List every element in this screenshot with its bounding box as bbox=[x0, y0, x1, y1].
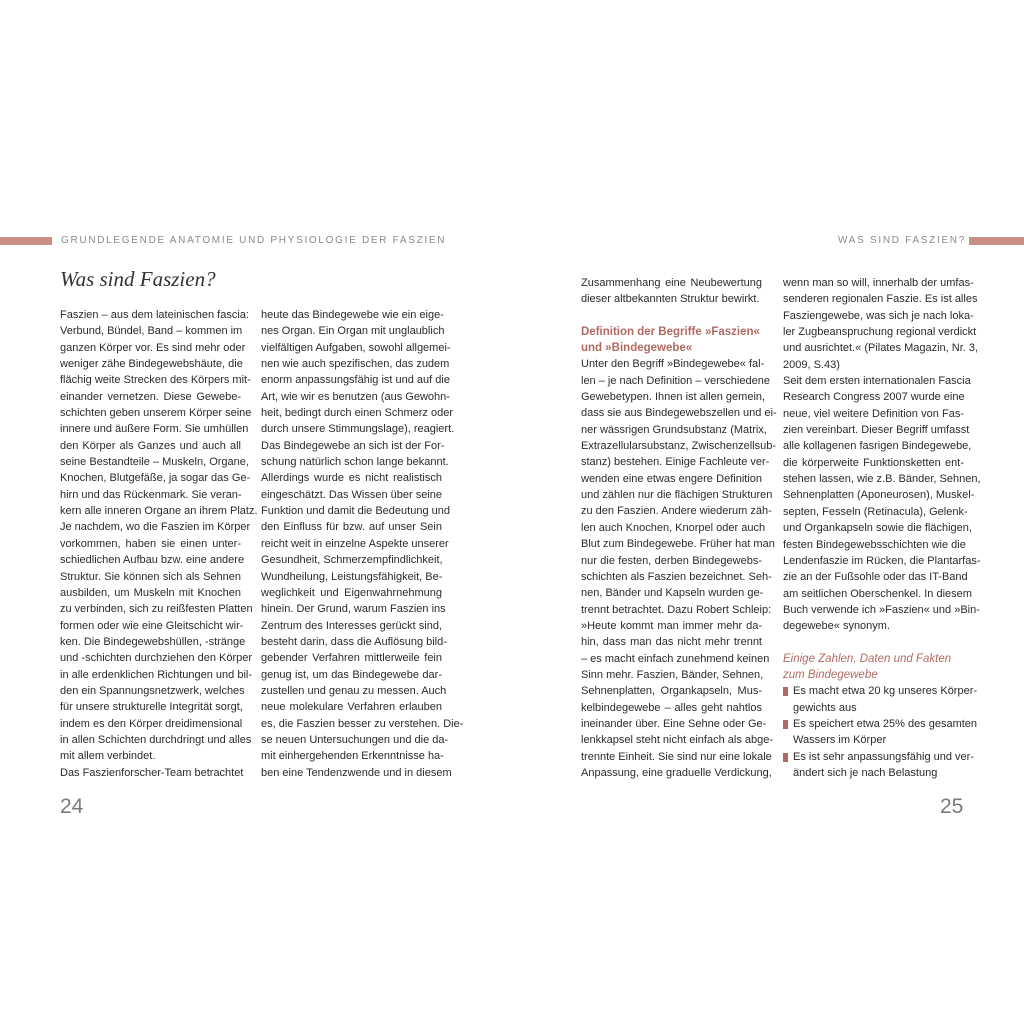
text-line: Je nachdem, wo die Faszien im Körper bbox=[60, 521, 251, 534]
text-column-2 bbox=[261, 307, 464, 781]
text-line: den ein Spannungsnetzwerk, welches bbox=[60, 684, 245, 697]
text-line: den Einfluss für bzw. auf unser Sein bbox=[261, 521, 442, 534]
text-line: gebender Verfahren mittlerweile fein bbox=[261, 652, 442, 665]
text-line: Struktur. Sie können sich als Sehnen bbox=[60, 570, 241, 583]
text-line: stehen lassen, wie z.B. Bänder, Sehnen, bbox=[783, 473, 981, 486]
bullet-continuation bbox=[783, 700, 964, 716]
text-line: Art, wie wir es benutzen (aus Gewohn- bbox=[261, 390, 450, 403]
text-line: reicht weit in einzelne Aspekte unserer bbox=[261, 537, 449, 550]
text-line: schung natürlich schon lange bekannt. bbox=[261, 456, 449, 469]
text-line: senderen regionalen Faszie. Es ist alles bbox=[783, 293, 978, 306]
text-line: formen oder wie eine Gleitschicht wir- bbox=[60, 619, 244, 632]
text-line: Definition der Begriffe »Faszien« bbox=[581, 325, 760, 338]
text-line: weglichkeit und Eigenwahrnehmung bbox=[261, 586, 442, 599]
text-line: nen, Bänder und Kapseln wurden ge- bbox=[581, 587, 764, 600]
text-line: degewebe« synonym. bbox=[783, 620, 891, 633]
text-line: mit allem verbindet. bbox=[60, 750, 156, 763]
text-line: für unsere strukturelle Integrität sorgt, bbox=[60, 701, 243, 714]
page-title: Was sind Faszien? bbox=[60, 267, 216, 291]
text-line: den Körper als Ganzes und auch all bbox=[60, 439, 241, 452]
text-line: Extrazellularsubstanz, Zwischenzellsub- bbox=[581, 440, 777, 453]
bullet-square-icon bbox=[783, 720, 788, 729]
text-line: ken. Die Bindegewebshüllen, -stränge bbox=[60, 635, 246, 648]
text-line: ganzen Körper vor. Es sind mehr oder bbox=[60, 341, 246, 354]
text-line: enorm anpassungsfähig ist und auf die bbox=[261, 374, 450, 387]
text-line: hin, dass man das nicht mehr trennt bbox=[581, 636, 762, 649]
text-line: len auch Knochen, Knorpel oder auch bbox=[581, 521, 766, 534]
bullet-text: Wassers im Körper bbox=[793, 734, 887, 747]
text-line: zu den Faszien. Andere wiederum zäh- bbox=[581, 505, 772, 518]
text-line: und ausrichtet.« (Pilates Magazin, Nr. 3, bbox=[783, 342, 979, 355]
text-line: stanz) bestehen. Einige Fachleute ver- bbox=[581, 456, 770, 469]
text-line: ineinander über. Eine Sehne oder Ge- bbox=[581, 717, 767, 730]
text-line: Gesundheit, Schmerzempfindlichkeit, bbox=[261, 554, 443, 567]
text-line: Funktion und damit die Bedeutung und bbox=[261, 505, 450, 518]
text-line: in alle erdenklichen Richtungen und bil- bbox=[60, 668, 253, 681]
text-line: Unter den Begriff »Bindegewebe« fal- bbox=[581, 358, 765, 371]
text-line: Zusammenhang eine Neubewertung bbox=[581, 277, 762, 289]
text-line: Allerdings wurde es nicht realistisch bbox=[261, 472, 442, 485]
bullet-item bbox=[783, 683, 978, 699]
text-line: septen, Fesseln (Retinacula), Gelenk- bbox=[783, 505, 968, 518]
text-line: neue molekulare Verfahren erlauben bbox=[261, 701, 442, 714]
bullet-text: Es ist sehr anpassungsfähig und ver- bbox=[793, 750, 974, 763]
bullet-text: Es macht etwa 20 kg unseres Körper- bbox=[793, 685, 978, 698]
text-line: seine Bestandteile – Muskeln, Organe, bbox=[60, 456, 249, 469]
text-line: kern alle inneren Organe an ihrem Platz. bbox=[60, 505, 258, 518]
text-column-4 bbox=[783, 275, 981, 781]
text-line: Gewebetypen. Ihnen ist allen gemein, bbox=[581, 391, 766, 404]
text-line: festen Bindegewebsschichten wie die bbox=[783, 538, 966, 551]
text-line: wenden eine etwas engere Definition bbox=[581, 472, 762, 485]
text-line: heit, bedingt durch einen Schmerz oder bbox=[261, 407, 454, 420]
bullet-continuation bbox=[783, 732, 964, 748]
bullet-item bbox=[783, 716, 978, 732]
text-line: und Organkapseln sowie die flächigen, bbox=[783, 522, 972, 535]
text-line: am seitlichen Oberschenkel. In diesem bbox=[783, 587, 972, 600]
text-line: genug ist, um das Bindegewebe dar- bbox=[261, 668, 442, 681]
bullet-item bbox=[783, 749, 974, 765]
bullet-text: gewichts aus bbox=[793, 701, 857, 714]
text-line: lenkkapsel steht nicht einfach als abge- bbox=[581, 734, 774, 747]
text-line: ner wässrigen Grundsubstanz (Matrix, bbox=[581, 423, 767, 436]
text-column-3 bbox=[581, 275, 777, 781]
text-line: vielfältigen Aufgaben, sowohl allgemei- bbox=[261, 341, 451, 354]
text-line: die körperweite Funktionsketten ent- bbox=[783, 456, 964, 469]
text-line: schiedlichen Aufbau bzw. eine andere bbox=[60, 554, 245, 567]
text-line: einander vernetzen. Diese Gewebe- bbox=[60, 390, 241, 403]
text-line: zien vereinbart. Dieser Begriff umfasst bbox=[783, 424, 970, 437]
text-line: Fasziengewebe, was sich je nach loka- bbox=[783, 309, 974, 322]
text-line: ausbilden, um Muskeln mit Knochen bbox=[60, 586, 241, 599]
paragraph-gap bbox=[783, 635, 964, 651]
text-line: indem es den Körper dreidimensional bbox=[60, 717, 243, 730]
text-line: nen wie auch spezifischen, das zudem bbox=[261, 358, 450, 371]
text-line: ler Zugbeanspruchung regional verdickt bbox=[783, 326, 977, 339]
text-line: zum Bindegewebe bbox=[783, 668, 878, 681]
bullet-text: ändert sich je nach Belastung bbox=[793, 766, 938, 779]
page-number-right: 25 bbox=[940, 795, 964, 818]
text-line: dass sie aus Bindegewebszellen und ei- bbox=[581, 407, 777, 420]
paragraph-gap bbox=[581, 308, 762, 324]
text-line: »Heute kommt man immer mehr da- bbox=[581, 619, 762, 632]
text-line: zie an der Fußsohle oder das IT-Band bbox=[783, 571, 968, 584]
text-line: trennte Einheit. Sie sind nur eine lokale bbox=[581, 750, 772, 763]
text-line: zustellen und genau zu messen. Auch bbox=[261, 684, 447, 697]
text-line: Buch verwende ich »Faszien« und »Bin- bbox=[783, 603, 980, 616]
text-line: durch unsere Stimmungslage), reagiert. bbox=[261, 423, 455, 436]
text-line: und zählen nur die flächigen Strukturen bbox=[581, 489, 773, 502]
text-line: weniger zähe Bindegewebshäute, die bbox=[60, 358, 243, 371]
bullet-text: Es speichert etwa 25% des gesamten bbox=[793, 717, 978, 730]
text-line: alle kollagenen fasrigen Bindegewebe, bbox=[783, 440, 972, 453]
text-line: Sinn mehr. Faszien, Bänder, Sehnen, bbox=[581, 668, 764, 681]
text-line: Faszien – aus dem lateinischen fascia: bbox=[60, 309, 249, 321]
text-line: Verbund, Bündel, Band – kommen im bbox=[60, 325, 243, 338]
text-line: heute das Bindegewebe wie ein eige- bbox=[261, 309, 444, 321]
text-line: wenn man so will, innerhalb der umfas- bbox=[783, 277, 974, 289]
text-line: Sehnenplatten (Aponeurosen), Muskel- bbox=[783, 489, 975, 502]
text-line: eingeschätzt. Das Wissen über seine bbox=[261, 488, 442, 501]
text-line: hinein. Der Grund, warum Faszien ins bbox=[261, 603, 446, 616]
text-line: und -schichten durchziehen den Körper bbox=[60, 652, 253, 665]
text-line: flächig weite Strecken des Körpers mit- bbox=[60, 374, 251, 387]
text-line: Knochen, Blutgefäße, ja sogar das Ge- bbox=[60, 472, 251, 485]
text-line: Sehnenplatten, Organkapseln, Mus- bbox=[581, 685, 762, 698]
text-line: neue, viel weitere Definition von Fas- bbox=[783, 407, 964, 420]
text-line: se neuen Untersuchungen und die da- bbox=[261, 733, 449, 746]
text-line: innere und äußere Form. Sie umhüllen bbox=[60, 423, 249, 436]
text-line: und »Bindegewebe« bbox=[581, 342, 693, 355]
text-line: Seit dem ersten internationalen Fascia bbox=[783, 375, 971, 388]
text-line: – es macht einfach zunehmend keinen bbox=[581, 652, 770, 665]
text-line: zu verbinden, sich zu reißfesten Platten bbox=[60, 603, 253, 616]
text-line: Research Congress 2007 wurde eine bbox=[783, 391, 965, 404]
text-line: 2009, S.43) bbox=[783, 358, 840, 371]
text-line: hirn und das Rückenmark. Sie veran- bbox=[60, 488, 242, 501]
text-column-1 bbox=[60, 307, 258, 781]
bullet-square-icon bbox=[783, 753, 788, 762]
text-line: Blut zum Bindegewebe. Früher hat man bbox=[581, 538, 775, 551]
text-line: trennt betrachtet. Dazu Robert Schleip: bbox=[581, 603, 772, 616]
text-line: nur die festen, derben Bindegewebs- bbox=[581, 554, 762, 567]
text-line: Zentrum des Interesses gerückt sind, bbox=[261, 619, 442, 632]
left-accent-bar bbox=[0, 237, 52, 245]
text-line: Einige Zahlen, Daten und Fakten bbox=[783, 652, 952, 665]
text-line: nes Organ. Ein Organ mit unglaublich bbox=[261, 325, 445, 338]
bullet-square-icon bbox=[783, 687, 788, 696]
right-accent-bar bbox=[969, 237, 1024, 245]
text-line: es, die Faszien besser zu verstehen. Die- bbox=[261, 717, 464, 730]
text-line: kelbindegewebe – alles geht nahtlos bbox=[581, 701, 762, 714]
left-running-head: GRUNDLEGENDE ANATOMIE UND PHYSIOLOGIE DER FASZIEN bbox=[61, 235, 447, 246]
text-line: schichten als Faszien bezeichnet. Seh- bbox=[581, 570, 772, 583]
text-line: besteht darin, dass die Auflösung bild- bbox=[261, 635, 447, 648]
text-line: Anpassung, eine graduelle Verdickung, bbox=[581, 766, 772, 779]
text-line: Das Bindegewebe an sich ist der For- bbox=[261, 439, 445, 452]
text-line: Das Faszienforscher-Team betrachtet bbox=[60, 766, 244, 779]
text-line: in allen Schichten durchdringt und alles bbox=[60, 733, 252, 746]
text-line: mit einhergehenden Erkenntnisse ha- bbox=[261, 750, 444, 763]
text-line: vorkommen, haben sie einen unter- bbox=[60, 537, 241, 550]
text-line: ben eine Tendenzwende und in diesem bbox=[261, 766, 452, 779]
text-line: dieser altbekannten Struktur bewirkt. bbox=[581, 293, 760, 306]
right-running-head: WAS SIND FASZIEN? bbox=[838, 235, 966, 246]
page-number-left: 24 bbox=[60, 795, 84, 818]
text-line: Lendenfaszie im Rücken, die Plantarfas- bbox=[783, 554, 981, 567]
text-line: len – je nach Definition – verschiedene bbox=[581, 374, 770, 387]
text-line: schichten geben unserem Körper seine bbox=[60, 407, 252, 420]
text-line: Wundheilung, Leistungsfähigkeit, Be- bbox=[261, 570, 443, 583]
bullet-continuation bbox=[783, 765, 964, 781]
